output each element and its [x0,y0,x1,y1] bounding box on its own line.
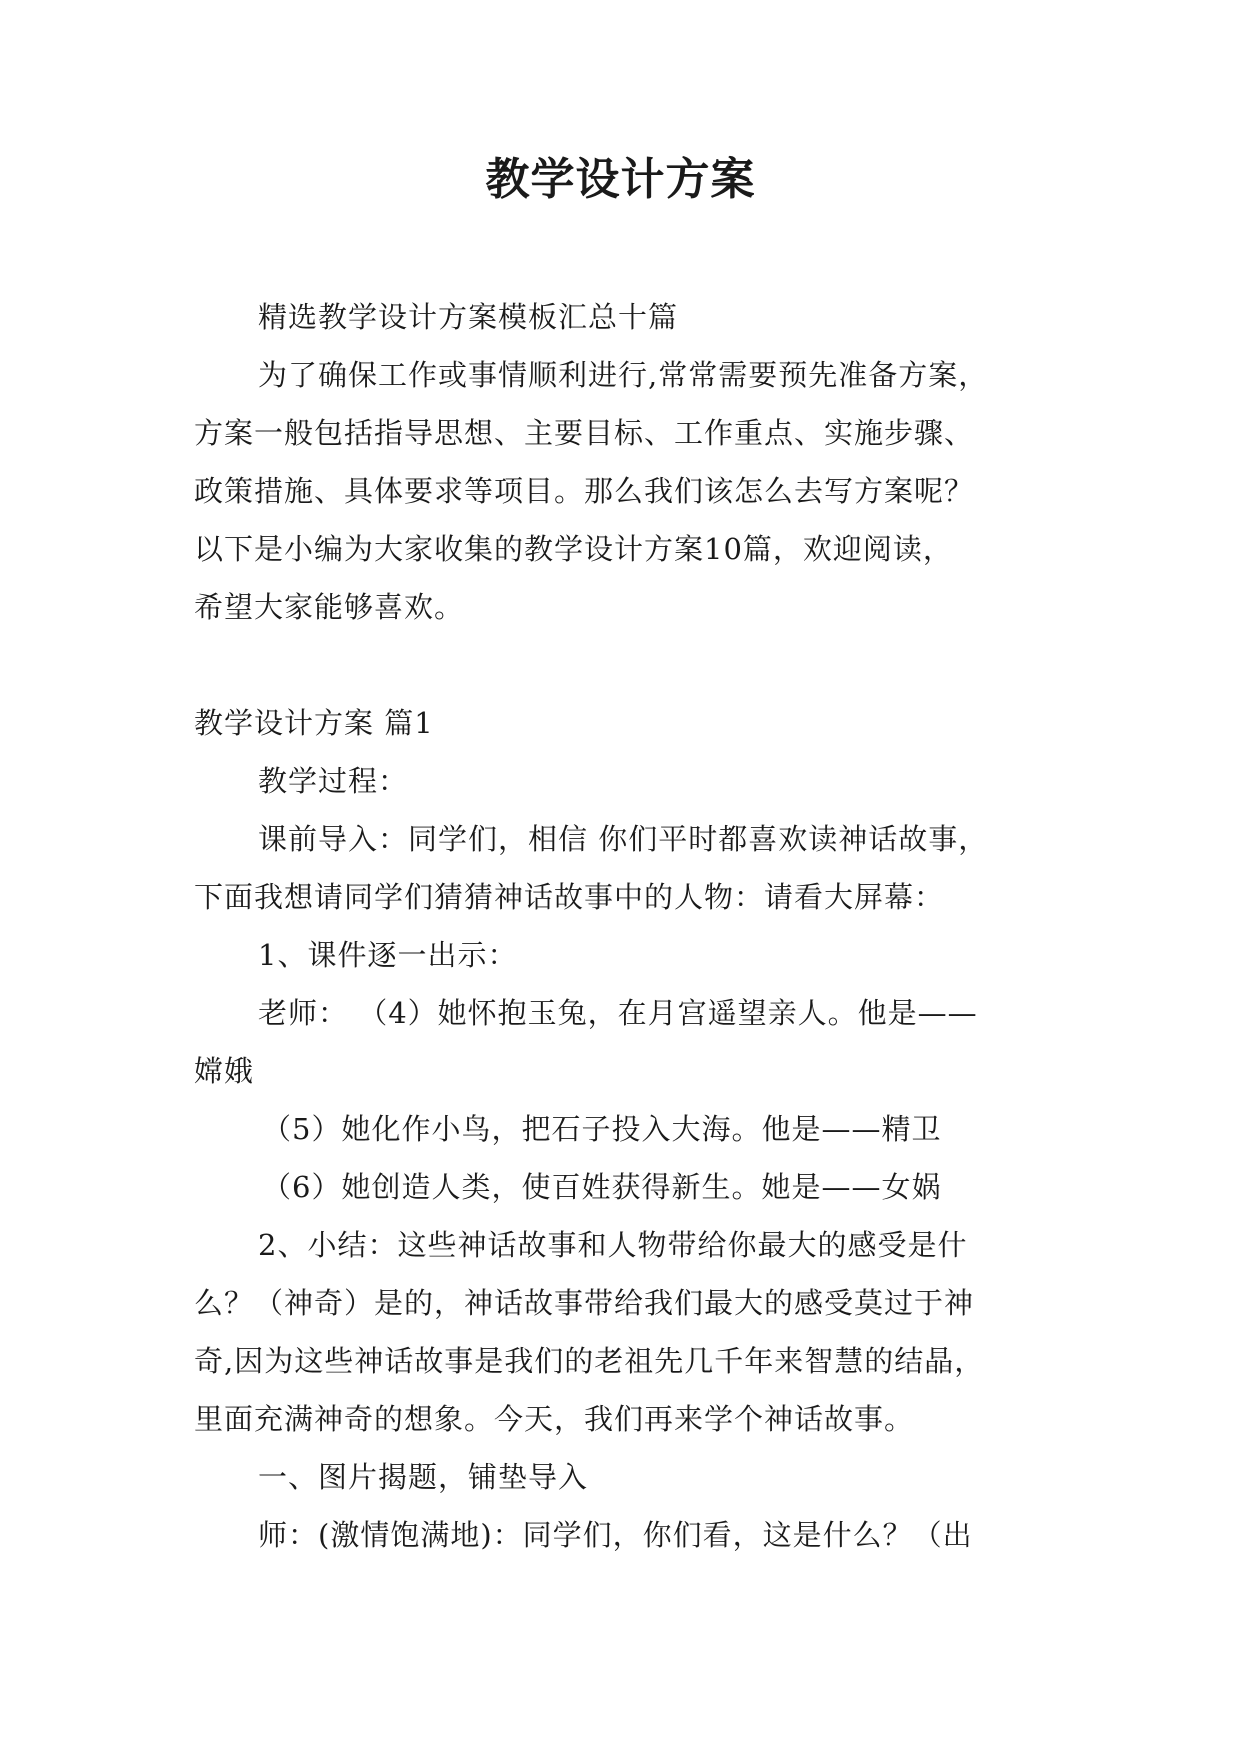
paragraph-line: （5）她化作小鸟，把石子投入大海。他是——精卫 [262,1112,942,1146]
section-heading: 教学设计方案 篇1 [194,706,434,740]
paragraph-line: 么？（神奇）是的，神话故事带给我们最大的感受莫过于神 [194,1286,975,1320]
paragraph-line: 以下是小编为大家收集的教学设计方案10篇，欢迎阅读， [194,532,953,566]
paragraph-line: 师：(激情饱满地)：同学们，你们看，这是什么？（出 [258,1518,973,1552]
paragraph-line: 课前导入：同学们，相信 你们平时都喜欢读神话故事， [258,822,989,856]
paragraph-line: （6）她创造人类，使百姓获得新生。她是——女娲 [262,1170,942,1204]
paragraph-line: 奇,因为这些神话故事是我们的老祖先几千年来智慧的结晶， [194,1344,985,1378]
paragraph-line: 一、图片揭题，铺垫导入 [258,1460,589,1494]
paragraph-line: 老师： （4）她怀抱玉兔，在月宫遥望亲人。他是—— [258,996,978,1030]
paragraph-line: 政策措施、具体要求等项目。那么我们该怎么去写方案呢？ [194,474,975,508]
paragraph-line: 教学过程： [258,764,409,798]
paragraph-line: 希望大家能够喜欢。 [194,590,465,624]
paragraph-line: 嫦娥 [194,1054,255,1088]
paragraph-line: 里面充满神奇的想象。今天，我们再来学个神话故事。 [194,1402,915,1436]
paragraph-line: 1、课件逐一出示： [258,938,518,972]
paragraph-line: 为了确保工作或事情顺利进行,常常需要预先准备方案， [258,358,989,392]
paragraph-line: 下面我想请同学们猜猜神话故事中的人物：请看大屏幕： [194,880,945,914]
paragraph-line: 2、小结：这些神话故事和人物带给你最大的感受是什 [258,1228,968,1262]
intro-subtitle: 精选教学设计方案模板汇总十篇 [258,300,679,334]
section-spacer [194,636,1054,694]
paragraph-line: 方案一般包括指导思想、主要目标、工作重点、实施步骤、 [194,416,975,450]
document-title: 教学设计方案 [485,154,756,205]
document-body [194,288,1054,1564]
